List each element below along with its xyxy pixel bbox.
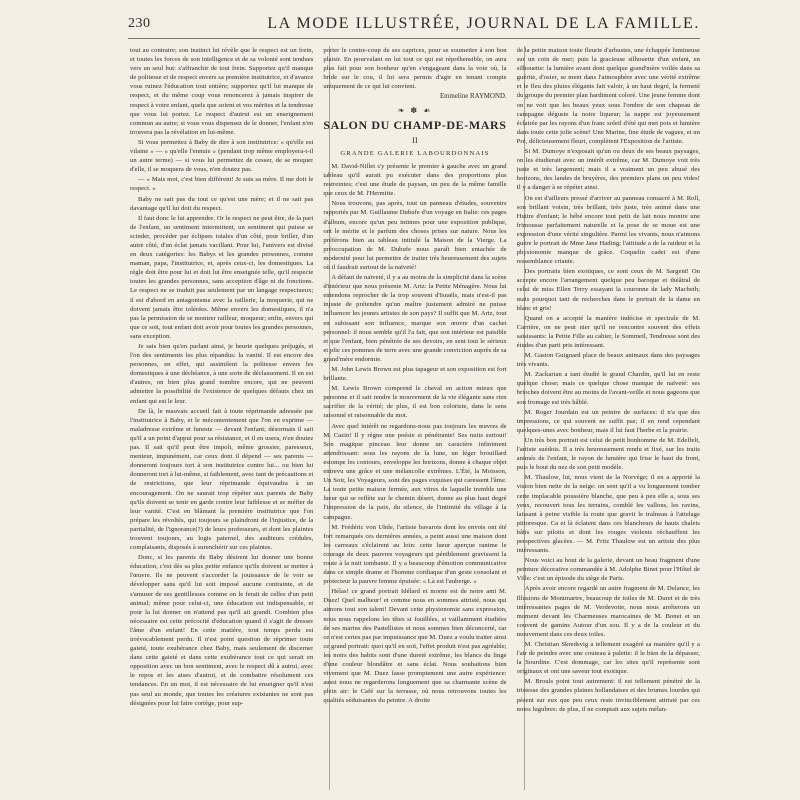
paragraph: M. John Lewis Brown est plus tapageur et son exposition est fort brillante. [323,366,507,383]
journal-title: LA MODE ILLUSTRÉE, JOURNAL DE LA FAMILLE. [267,15,700,32]
column-1 [130,46,313,790]
paragraph: Il faut donc le lui apprendre. Or le respect ne peut être, de la part de l'enfant, un sentiment intermittent, un sentiment qui puisse se scinder, procéder par éclipses totales d'un côté, pour briller, d'un autre côté, d'un éclat jamais vacillant. Pour lui, l'univers est divisé en deux catégories: les Babys et les grandes personnes, comme maman, papa, l'institutrice, et, après ceux-ci, les domestiques. La règle doit être pour lui et doit lui être enseignée telle, qu'il respecte toutes les grandes personnes, sans acception d'âge ni de fonctions. Le respect ne se traduit pas seulement par un langage respectueux; il est d'abord en antagonisme avec la raillerie, la moquerie, qui ne doivent jamais être tolérées. Même envers les domestiques, il n'a pas la permission de se montrer railleur, moqueur; enfin, envers qui que ce soit, tout enfant doit avoir pour toutes les grandes personnes, sans exception. [130,214,314,340]
column-3 [517,46,700,790]
paragraph: M. Roger Jourdain est un peintre de surfaces: il n'a que des impressions, ce qui souvent ne suffit pas; il en rend cependant quelques-unes avec bonheur, mais il lui faut l'herbe et la prairie. [516,408,700,434]
paragraph: Un très bon portrait est celui de petit bonhomme de M. Edelfelt, l'artiste suédois. Il a très heureusement rendu et fixé, sur les traits animés de l'enfant, le rayon de lumière qui frise le haut du front, puis le bout du nez de son petit modèle. [516,436,700,472]
section-title: SALON DU CHAMP-DE-MARS [323,117,507,132]
paragraph: A défaut de naïveté, il y a au moins de la simplicité dans la scène d'intérieur que nous présente M. Artz: la Petite Ménagère. Nous lui entendons reprocher de la trop souvent d'Israëls, mais n'est-il pas injuste de prétendre qu'un maître justement admiré ne puisse influencer les jeunes artistes de son pays? Il suffit que M. Artz, tout en subissant son influence, marque son œuvre d'un cachet personnel: il nous semble qu'il l'a fait, que son intérieur est paisible et que l'enfant, bien pénétrée de ses devoirs, en sent tout le sérieux et plie ces pommes de terre avec une grande conviction auprès de sa grand'mère endormie. [323,274,507,363]
paragraph: Nous trouvons, pas après, tout un panneau d'études, souvenirs rapportés par M. Guillaume Dubufe d'un voyage en Italie: ces pages d'album, encore qu'un peu intimes pour une exposition publique, ont le mérite et le parfum des choses prises sur nature. Nous les préférons bien au tableau intitulé la Maison de la Vierge. La préoccupation de M. Dubufe nous paraît bien entachée de modernité pour lui permettre de traiter très heureusement des sujets où il faudrait surtout de la naïveté! [323,200,507,271]
paragraph: Avec quel intérêt ne regardons-nous pas toujours les œuvres de M. Cazin! Il y règne une poésie si pénétrante! Ses nuits surtout! Son magique pinceau leur donne un caractère infiniment attendrissant: sous les rayons de la lune, un léger brouillard estompe les contours, enveloppe les horizons, donne à chaque objet entrevu une grâce et une mélancolie extrêmes. L'Été, la Moisson, Un Soir, les Voyageurs, sont des pages exquises qui caressent l'âme. La toute petite maison fermée, aux vitres de laquelle tremble une lueur qui se reflète sur le chemin désert, donne au plus haut degré l'impression de la paix, du silence, de l'intimité du village à la campagne. [323,422,507,521]
paragraph: M. Christian Skredsvig a tellement exagéré sa manière qu'il y a l'air de peindre avec une couteau à palette: il le bien de la dépasser, la Sourdine. C'est dommage, car les sites qu'il représente sont originaux et ont une saveur tout exotique. [516,641,700,676]
author-signature: Emmeline RAYMOND. [439,93,507,101]
text-columns [130,46,700,790]
paragraph: M. Lewis Brown comprend le cheval en action mieux que personne et il sait rendre le mouvement de la vie élégante sans rien sacrifier de la vérité; de plus, il est bon coloriste, dans le sens raisonné et raisonnable du mot. [323,385,507,420]
section-number: II [412,135,418,145]
page-header [128,10,700,39]
paragraph: M. Thaulow, lui, nous vient de la Norvège; il en a apporté la vision bien nette de la neige: on sent qu'il a vu longuement tomber cette implacable poussière blanche, que peu à peu elle a, sous ses yeux, recouvert tous les terrains, comblé les vallons, les ravins, laissant à peine visible la route que gravit le traîneau à l'attelage pittoresque. Ca et là éclatent dans ces blancheurs de hauts chalets bâtis sur pilotis et dont les rouges violents réchauffent les perspectives glacées. — M. Fritz Thaulow est un artiste des plus intéressants. [516,474,700,555]
paragraph: tout au contraire; son instinct lui révèle que le respect est un frein, et toutes les forces de son intelligence et de sa volonté sont tendues vers un seul but: s'affranchir de tout frein. Supportez qu'il manque de politesse et de respect envers sa première institutrice, et d'avance vous ruinez l'éducation tout entière; supportez qu'il lui manque de respect, et du même coup vous renoncerez à jamais inspirer de respect à votre enfant, quels que soient et vos mérites et la tendresse que vous lui portez. Le respect d'autrui est un enseignement commun au autre; si vous vous dispensez de le donner, l'enfant n'en trouvera pas la révélation en lui-même. [130,47,314,136]
paragraph: M. Frédéric von Uhde, l'artiste bavarois dont les envois ont été fort remarqués ces dernières années, a peint aussi une maison dont les carreaux s'éclairent au loin: cette lueur aperçue ranime le courage de deux pauvres voyageurs qui péniblement gravissent la route à la nuit tombante. Il y a beaucoup d'émotion communicative dans ce simple drame et l'homme cordiaque d'un geste consolant et protecteur la pauvre femme épuisée: « Là est l'auberge. » [323,523,507,586]
paragraph: de la petite maison toute fleurie d'arbustes, une échappée lumineuse sur un coin de mer; puis la gracieuse silhouette d'un enfant, en silhouette: la lumière avant dont quelque grand'mère voilée dans sa guérite, d'osier, se ment dans l'atmosphère avec une vérité extrême et le fleu des pluies élégants fait valoir, à un haut degré, la fermeté du groupe du premier plan hardiment coloré. Une jeune femme dont on ne voit que les beaux yeux sous l'ombre de son chapeau de campagne déguste la noire liqueur; la nappe est joyeusement éclairée par les rayons d'un franc soleil d'été qui met pois et lumière dans toute cette jolie scène! Une Marine, fine étude de vagues, et un Pré, délicieusement fleuri, complètent l'Exposition de l'artiste. [516,47,700,145]
paragraph: Hélas! ce grand portrait Idélard et morne est de notre ami M. Duez! Quel malheur! et comme nous en sommes attristé, nous qui aimons tout son talent! Devant cette physionomie sans expression, nous nous rappelons les têtes si fouillées, si vaillamment étudiées de ses marins des Pastellistes et nous sommes bien déconcerté, car ce n'est certes pas par impuissance que M. Duez a voulu traiter ainsi ce grand portrait: quoi qu'il en soit, l'effet produit n'est pas agréable; les noirs des habits sont d'une dureté extrême, les blancs du linge d'une couleur blondâtre et sans éclat. Nous souhaitons bien vivement que M. Duez fasse promptement une autre expérience: aussi nous ne regarderons longuement que sa charmante scène de plein air: le Café sur la terrasse, où nous retrouvons toutes les qualités séduisantes du peintre. A droite [323,588,507,705]
paragraph: Si vous permettez à Baby de dire à son institutrice: « qu'elle est vilaine » — « qu'elle l'ennuie » (pendant trop même employera-t-il un autre terme) — si vous lui permettez de cesser, de se moquer d'elle, il se moquera de vous, n'en doutez pas. [130,138,314,174]
paragraph: — « Mais moi, c'est bien différent! Je suis sa mère. Il me doit le respect. » [130,176,314,193]
column-2 [323,46,506,790]
paragraph: porter le contre-coup de ses caprices, pour se soumettre à son bon plaisir. En pourvalant en lui tout ce qui est répréhensible, on aura plus fait pour son bonheur qu'en s'engageant dans la voie où, la bride sur le cou, il lui sera permis d'agir en tenant compte uniquement de ce qui lui convient. [323,47,507,91]
ornament-divider: ❧ ✽ ☙ [397,105,433,115]
paragraph: Je sais bien qu'en parlant ainsi, je heurte quelques préjugés, et l'on des sentiments les plus répandus: la vanité. Il est encore des personnes, en effet, qui assimilent la politesse envers les domestiques à une déchéance, à une sorte de déclassement. Il en est d'autres, on bien plus grand nombre encore, qui ne peuvent admettre la possibilité de l'existence de quelques défauts chez un enfant qui est le leur. [130,343,314,405]
paragraph: De là, le mauvais accueil fait à toute réprimande adressée par l'institutrice à Baby, et le mécontentement que l'on en exprime — maladresse extrême et funeste — devant l'enfant; désormais il sait qu'il a un point d'appui pour sa résistance, et il en usera, n'en doutez pas. Il sait qu'il peut être impoli, même grossier, paresseux, menteur, impunément, car ceux dont il dépend — ses parents — donneront toujours tort à son institutrice contre lui... ou bien lui donneront tort à lui-même, si faiblement, avec tant de précautions et de restrictions, que leur réprimande équivaudra à un encouragement. On ne saurait trop répéter aux parents de Baby qu'ils doivent se tenir en garde contre leur faiblesse et se méfier de leur vanité. C'est en blâmant la première institutrice que l'on prépare les révoltés, qui toujours se plaindront de l'injustice, de la partialité, de l'ignorance(?) de leurs professeurs, et dont les plaintes trouvent toujours, au logis paternel, des auditeurs crédules, complaisants, disposés à surenchérir sur ces plaintes. [130,407,314,552]
paragraph: M. Zackarian a tant étudié le grand Chardin, qu'il lui en reste quelque chose; mais ce quelque chose manque de naïveté: ses brioches doivent être au moins de l'avant-veille et nous gageons que son fromage est très hâblé. [516,371,700,406]
paragraph: M. David-Nillet s'y présente le premier à gauche avec un grand tableau qu'il aurait pu exécuter dans des proportions plus restreintes; c'est une étude de paysan, un peu de la même famille que ceux de M. l'Hermitte. [323,162,507,198]
paragraph: Si M. Dumoye n'exposait qu'un ou deux de ses beaux paysages, on les étudierait avec un intérêt extrême, car M. Dumoye voit très juste et très largement; mais il a vraiment un peu abusé des horizons, des landes de bruyères, des premiers plans un peu vides! Il y a danger à se répéter ainsi. [516,148,700,192]
paragraph: Nous voici au bout de la galerie, devant un beau fragment d'une peinture décorative commandée à M. Adolphe Binet pour l'Hôtel de Ville: c'est un épisode du siège de Paris. [516,557,700,583]
section-subheading: GRANDE GALERIE LABOURDONNAIS [340,149,490,157]
paragraph: Donc, si les parents de Baby désirent lui donner une bonne éducation, c'est dès sa plus petite enfance qu'ils doivent se mettre à l'œuvre. Ils ne peuvent s'accorder la jouissance de le voir se développer sans qu'il lui soit imposé aucune contrainte, et de s'amuser de ses gentillesses comme on le ferait de celles d'un petit animal; même pour celui-ci, une éducation est indispensable, et pour la lui donner on n'attend pas qu'il ait grandi. Combien plus nécessaire est cette précocité d'éducation quand il s'agit de dresser l'âme d'un enfant! En cette matière, tout temps perdu est irrévocablement perdu. Il n'est point question de réprimer toute gaieté, toute exubérance chez Baby, mais seulement de discerner dans cette gaieté et dans cette exubérance tout ce qui serait en opposition avec un bon sentiment, avec le respect dû à autrui, avec le repos et les aises d'autrui, et de combattre résolument ces tendances. En un mot, il est nécessaire de lui enseigner qu'il n'est pas seul au monde, que toutes les créatures existantes ne sont pas désignées pour lui faire cortège, pour sup- [130,554,314,707]
paragraph: Des portraits bien exotiques, ce sont ceux de M. Sargent! On accepte encore l'arrangement quelque peu baroque et théâtral de celui de miss Ellen Terry essayant la couronne de lady Macbeth; mais pourquoi tant de recherches dans le portrait de la dame en blanc et gris! [516,268,700,312]
paragraph: Après avoir encore regardé un autre fragment de M. Delance, les Illusions de Montmartre, beaucoup de toiles de M. Duret et de très intéressantes pages de M. Verdevotte, nous nous arrêterons un moment devant les Charmeuses marocaines de M. Bonet et un couvent de gamins Autour d'un sou. Il y a de la couleur et du mouvement dans ces deux toiles. [516,585,700,638]
paragraph: M. Brouls point tout autrement: il est tellement pénétré de la tristesse des grandes plaines hollandaises et des brumes lourdes qui pèsent sur eux que peu ceux reste invinciblement attristé par ces notes lugubres: de plus, il ne comptait aux sujets mélan- [516,678,700,713]
page-number: 230 [128,16,151,31]
paragraph: M. Gaston Guignard place de beaux animaux dans des paysages très vivants. [516,352,700,369]
paragraph: On est d'ailleurs pressé d'arriver au panneau consacré à M. Roll, son brillant voisin, très brillant, très juste, très animé dans une Huitre d'enfant; le bébé encore tout petit de lait nous montre une frimousse parfaitement naturelle et la pose de se moue est une expression d'une vérité singulière. Parmi les vivants, nous n'aimons guère le portrait de Mme Jane Hading; l'attitude a de la raideur et la physionomie manque de grâce. Coquelin cadet est d'une ressemblance criante. [516,194,700,266]
paragraph: Baby ne sait pas du tout ce qu'est une mère; et il ne sait pas davantage qu'il lui doit du respect. [130,195,314,212]
paragraph: Quand on a accepté la manière indécise et spectrale de M. Carrière, on ne peut nier qu'il ne rencontre souvent des effets saisissants: la Petite Fille au cahier, le Sommeil, Tendresse sont des études d'un parti pris intéressant. [516,314,700,349]
